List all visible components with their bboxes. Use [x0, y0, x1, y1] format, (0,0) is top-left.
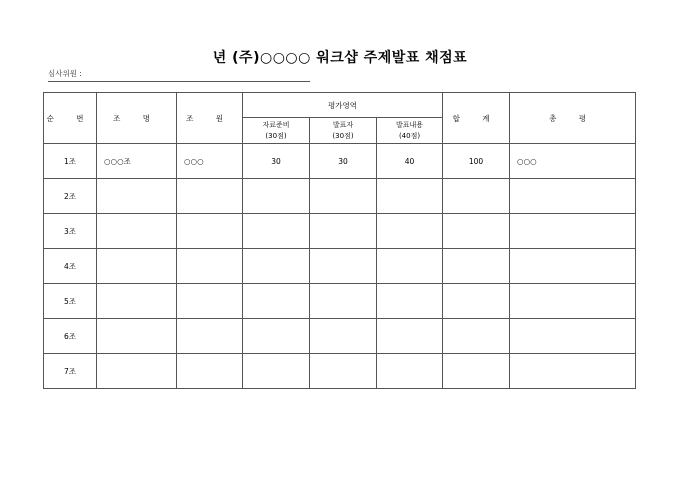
cell-members[interactable] — [177, 319, 243, 354]
header-comment: 총 평 — [510, 93, 636, 144]
cell-score-material[interactable] — [243, 249, 310, 284]
cell-score-content[interactable] — [377, 354, 443, 389]
table-row — [44, 354, 636, 389]
table-row — [44, 144, 636, 179]
cell-score-presenter[interactable] — [310, 354, 377, 389]
header-total: 합 계 — [443, 93, 510, 144]
cell-comment[interactable] — [510, 179, 636, 214]
reviewer-label: 심사위원 : — [48, 69, 82, 78]
cell-total[interactable]: 100 — [443, 144, 510, 179]
cell-comment[interactable] — [510, 354, 636, 389]
criterion-points: (40점) — [398, 131, 421, 140]
cell-score-content[interactable]: 40 — [377, 144, 443, 179]
cell-total[interactable] — [443, 249, 510, 284]
cell-comment[interactable] — [510, 214, 636, 249]
cell-score-material[interactable] — [243, 214, 310, 249]
header-order: 순 번 — [44, 93, 97, 144]
score-table — [43, 92, 636, 389]
cell-score-material[interactable]: 30 — [243, 144, 310, 179]
criterion-name: 발표내용 — [395, 120, 424, 129]
cell-team-name[interactable] — [97, 214, 177, 249]
cell-group: 5조 — [44, 284, 97, 319]
cell-team-name[interactable] — [97, 354, 177, 389]
cell-score-material[interactable] — [243, 179, 310, 214]
header-criterion-presenter — [310, 118, 377, 144]
cell-score-content[interactable] — [377, 319, 443, 354]
table-row — [44, 179, 636, 214]
table-row — [44, 284, 636, 319]
cell-comment[interactable] — [510, 284, 636, 319]
cell-score-presenter[interactable] — [310, 284, 377, 319]
cell-score-content[interactable] — [377, 249, 443, 284]
criterion-name: 발표자 — [332, 120, 354, 129]
cell-score-presenter[interactable] — [310, 249, 377, 284]
cell-group: 3조 — [44, 214, 97, 249]
cell-members[interactable]: ○○○ — [177, 144, 243, 179]
cell-score-content[interactable] — [377, 179, 443, 214]
cell-score-presenter[interactable] — [310, 179, 377, 214]
cell-group: 1조 — [44, 144, 97, 179]
cell-score-material[interactable] — [243, 284, 310, 319]
cell-comment[interactable]: ○○○ — [510, 144, 636, 179]
table-row — [44, 249, 636, 284]
cell-team-name[interactable] — [97, 319, 177, 354]
cell-group: 4조 — [44, 249, 97, 284]
cell-total[interactable] — [443, 319, 510, 354]
cell-group: 6조 — [44, 319, 97, 354]
cell-team-name[interactable] — [97, 179, 177, 214]
cell-total[interactable] — [443, 284, 510, 319]
cell-score-content[interactable] — [377, 214, 443, 249]
criterion-points: (30점) — [332, 131, 354, 140]
cell-score-presenter[interactable] — [310, 319, 377, 354]
cell-total[interactable] — [443, 179, 510, 214]
cell-score-material[interactable] — [243, 354, 310, 389]
cell-score-presenter[interactable]: 30 — [310, 144, 377, 179]
cell-members[interactable] — [177, 249, 243, 284]
cell-total[interactable] — [443, 354, 510, 389]
cell-team-name[interactable] — [97, 284, 177, 319]
header-criterion-material — [243, 118, 310, 144]
table-row — [44, 319, 636, 354]
cell-team-name[interactable] — [97, 249, 177, 284]
cell-total[interactable] — [443, 214, 510, 249]
cell-members[interactable] — [177, 214, 243, 249]
table-row — [44, 214, 636, 249]
header-criterion-content — [377, 118, 443, 144]
cell-group: 2조 — [44, 179, 97, 214]
cell-members[interactable] — [177, 354, 243, 389]
header-members: 조 원 — [177, 93, 243, 144]
criterion-points: (30점) — [265, 131, 287, 140]
reviewer-field[interactable] — [48, 68, 310, 82]
criterion-name: 자료준비 — [262, 120, 290, 129]
cell-score-presenter[interactable] — [310, 214, 377, 249]
cell-members[interactable] — [177, 284, 243, 319]
cell-comment[interactable] — [510, 319, 636, 354]
cell-score-content[interactable] — [377, 284, 443, 319]
cell-comment[interactable] — [510, 249, 636, 284]
header-team-name: 조 명 — [97, 93, 177, 144]
cell-score-material[interactable] — [243, 319, 310, 354]
cell-group: 7조 — [44, 354, 97, 389]
header-eval-area: 평가영역 — [243, 93, 443, 118]
cell-team-name[interactable]: ○○○조 — [97, 144, 177, 179]
cell-members[interactable] — [177, 179, 243, 214]
document-title: 년 (주)○○○○ 워크샵 주제발표 채점표 — [212, 50, 468, 66]
